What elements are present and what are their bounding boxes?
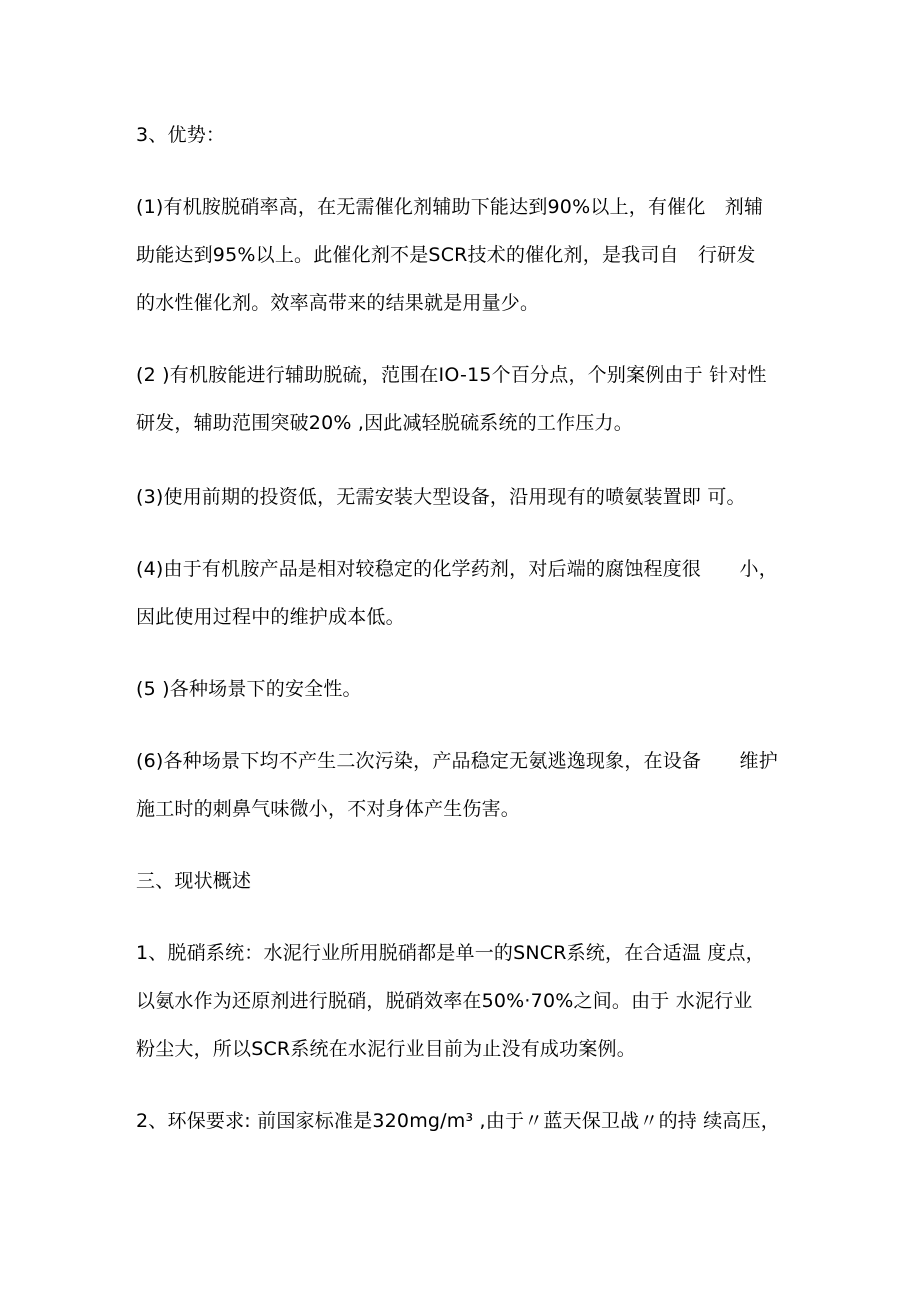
paragraph-denitration-line-2: 以氨水作为还原剂进行脱硝，脱硝效率在50%·70%之间。由于 水泥行业 — [136, 990, 753, 1012]
heading-status-overview: 三、现状概述 — [136, 870, 252, 892]
paragraph-environmental-line-1: 2、环保要求: 前国家标准是320mg∕m³ ,由于〃蓝天保卫战〃的持 续高压， — [136, 1110, 781, 1132]
paragraph-4-line-2: 因此使用过程中的维护成本低。 — [136, 606, 405, 628]
paragraph-1-line-1: (1)有机胺脱硝率高，在无需催化剂辅助下能达到90%以上，有催化 剂辅 — [136, 196, 764, 218]
paragraph-2-line-2: 研发，辅助范围突破20% ,因此减轻脱硫系统的工作压力。 — [136, 412, 633, 434]
paragraph-denitration-line-3: 粉尘大，所以SCR系统在水泥行业目前为止没有成功案例。 — [136, 1038, 636, 1060]
paragraph-4-line-1: (4)由于有机胺产品是相对较稳定的化学药剂，对后端的腐蚀程度很 小， — [136, 558, 778, 580]
paragraph-3-line-1: (3)使用前期的投资低，无需安装大型设备，沿用现有的喷氨装置即 可。 — [136, 486, 746, 508]
paragraph-5-line-1: (5 )各种场景下的安全性。 — [136, 678, 362, 700]
paragraph-denitration-line-1: 1、脱硝系统：水泥行业所用脱硝都是单一的SNCR系统，在合适温 度点， — [136, 942, 765, 964]
paragraph-1-line-3: 的水性催化剂。效率高带来的结果就是用量少。 — [136, 292, 540, 314]
paragraph-6-line-2: 施工时的刺鼻气味微小，不对身体产生伤害。 — [136, 798, 521, 820]
paragraph-2-line-1: (2 )有机胺能进行辅助脱硫，范围在IO-15个百分点，个别案例由于 针对性 — [136, 364, 767, 386]
paragraph-1-line-2: 助能达到95%以上。此催化剂不是SCR技术的催化剂，是我司自 行研发 — [136, 244, 756, 266]
heading-advantages: 3、优势： — [136, 124, 226, 146]
paragraph-6-line-1: (6)各种场景下均不产生二次污染，产品稳定无氨逃逸现象，在设备 维护 — [136, 750, 778, 772]
